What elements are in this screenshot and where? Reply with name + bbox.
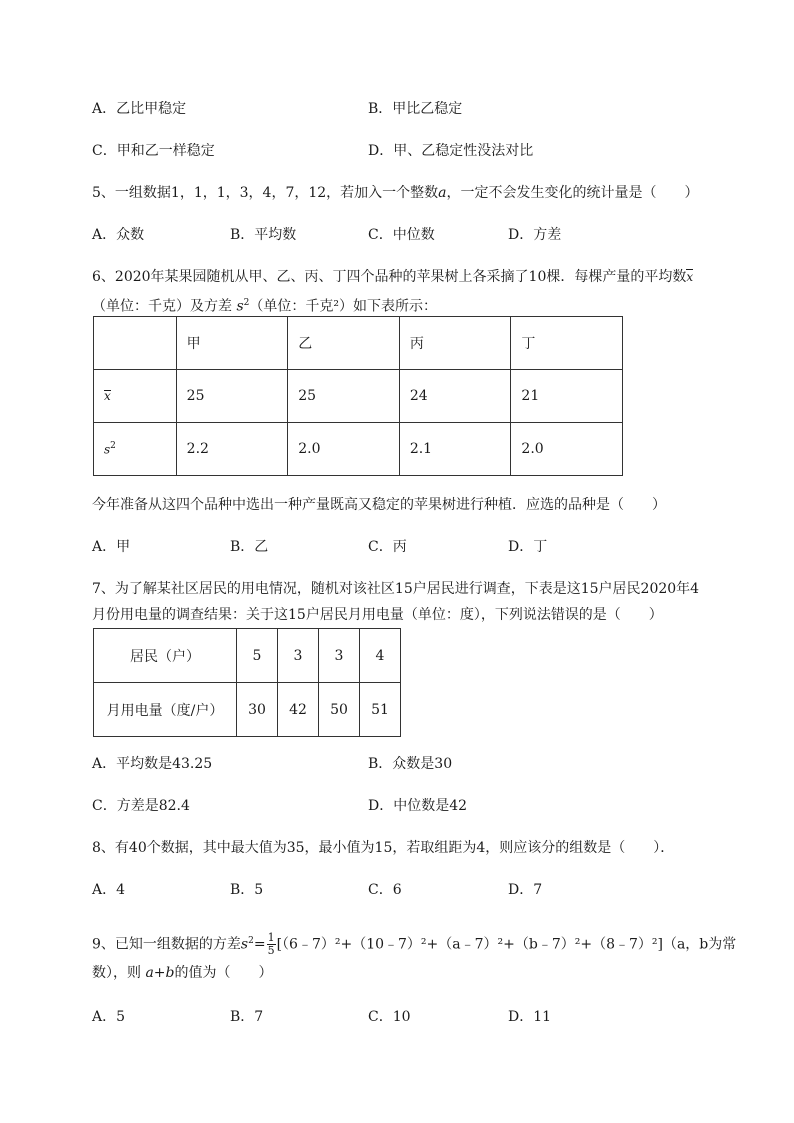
q7-stem-line2: 月份用电量的调查结果：关于这15户居民月用电量（单位：度），下列说法错误的是（ ） bbox=[92, 607, 663, 623]
q6-stem-line1: 6、2020年某果园随机从甲、乙、丙、丁四个品种的苹果树上各采摘了10棵．每棵产量的平均数x bbox=[92, 269, 694, 285]
q4-option-d: D．甲、乙稳定性没法对比 bbox=[368, 143, 534, 159]
q9-fraction: $\frac{1}{5}$ bbox=[267, 931, 275, 958]
q6-option-b: B．乙 bbox=[230, 539, 269, 555]
q6-follow: 今年准备从这四个品种中选出一种产量既高又稳定的苹果树进行种植．应选的品种是（ ） bbox=[92, 497, 666, 513]
q7-row1-cell: 5 bbox=[237, 629, 278, 683]
q5-option-d: D．方差 bbox=[508, 227, 562, 243]
q7-stem-line1: 7、为了解某社区居民的用电情况，随机对该社区15户居民进行调查，下表是这15户居民2020年4 bbox=[92, 581, 700, 597]
q5-option-b: B．平均数 bbox=[230, 227, 297, 243]
q9-stem-line2: 数），则 a+b的值为（ ） bbox=[92, 965, 273, 981]
q6-row-mean-label: x bbox=[94, 370, 177, 423]
q4-option-a: A．乙比甲稳定 bbox=[92, 101, 187, 117]
q6-option-a: A．甲 bbox=[92, 539, 131, 555]
q6-mean-ding: 21 bbox=[511, 370, 623, 423]
q7-row2-cell: 42 bbox=[278, 683, 319, 737]
q8-stem: 8、有40个数据，其中最大值为35，最小值为15，若取组距为4，则应该分的组数是（ ）． bbox=[92, 840, 675, 856]
q4-option-c: C．甲和乙一样稳定 bbox=[92, 143, 215, 159]
q7-option-d: D．中位数是42 bbox=[368, 798, 468, 814]
q6-mean-bing: 24 bbox=[399, 370, 511, 423]
q6-table-corner bbox=[94, 317, 177, 370]
q9-option-b: B．7 bbox=[230, 1009, 264, 1025]
q6-header-jia: 甲 bbox=[176, 317, 288, 370]
q6-header-ding: 丁 bbox=[511, 317, 623, 370]
q7-row1-label: 居民（户） bbox=[94, 629, 237, 683]
q9-stem-line1: 9、已知一组数据的方差$s^2=$ $\frac{1}{5}$ [（6﹣7）²+（10﹣7）²+（a﹣7）²+（b﹣7）²+（8﹣7）²]（a，b为常 bbox=[92, 931, 737, 958]
q7-row2-cell: 51 bbox=[360, 683, 401, 737]
q7-option-a: A．平均数是43.25 bbox=[92, 756, 213, 772]
q9-option-d: D．11 bbox=[508, 1009, 552, 1025]
q7-row2-label: 月用电量（度/户） bbox=[94, 683, 237, 737]
q7-row2-cell: 30 bbox=[237, 683, 278, 737]
q6-row-variance-label: $s^2$ bbox=[94, 423, 177, 476]
q7-row2-cell: 50 bbox=[319, 683, 360, 737]
q5-stem: 5、一组数据1，1，1，3，4，7，12，若加入一个整数a，一定不会发生变化的统计量是（ ） bbox=[92, 185, 699, 201]
q4-option-b: B．甲比乙稳定 bbox=[368, 101, 463, 117]
q5-option-c: C．中位数 bbox=[368, 227, 435, 243]
q6-var-yi: 2.0 bbox=[288, 423, 400, 476]
q6-var-ding: 2.0 bbox=[511, 423, 623, 476]
q7-row1-cell: 3 bbox=[278, 629, 319, 683]
q6-mean-yi: 25 bbox=[288, 370, 400, 423]
q7-option-b: B．众数是30 bbox=[368, 756, 453, 772]
q9-option-c: C．10 bbox=[368, 1009, 411, 1025]
q8-option-b: B．5 bbox=[230, 882, 264, 898]
q6-table bbox=[93, 316, 623, 476]
q5-option-a: A．众数 bbox=[92, 227, 145, 243]
q6-var-bing: 2.1 bbox=[399, 423, 511, 476]
q6-mean-jia: 25 bbox=[176, 370, 288, 423]
q6-var-jia: 2.2 bbox=[176, 423, 288, 476]
q7-table bbox=[93, 628, 401, 737]
q8-option-d: D．7 bbox=[508, 882, 543, 898]
q6-option-d: D．丁 bbox=[508, 539, 548, 555]
q8-option-a: A．4 bbox=[92, 882, 126, 898]
q7-row1-cell: 4 bbox=[360, 629, 401, 683]
q6-stem-line2: （单位：千克）及方差 $s^2$（单位：千克²）如下表所示： bbox=[92, 298, 437, 315]
q9-option-a: A．5 bbox=[92, 1009, 126, 1025]
q8-option-c: C．6 bbox=[368, 882, 402, 898]
q6-header-bing: 丙 bbox=[399, 317, 511, 370]
q7-option-c: C．方差是82.4 bbox=[92, 798, 190, 814]
q7-row1-cell: 3 bbox=[319, 629, 360, 683]
mean-symbol: x bbox=[686, 270, 694, 284]
q6-header-yi: 乙 bbox=[288, 317, 400, 370]
q6-option-c: C．丙 bbox=[368, 539, 407, 555]
